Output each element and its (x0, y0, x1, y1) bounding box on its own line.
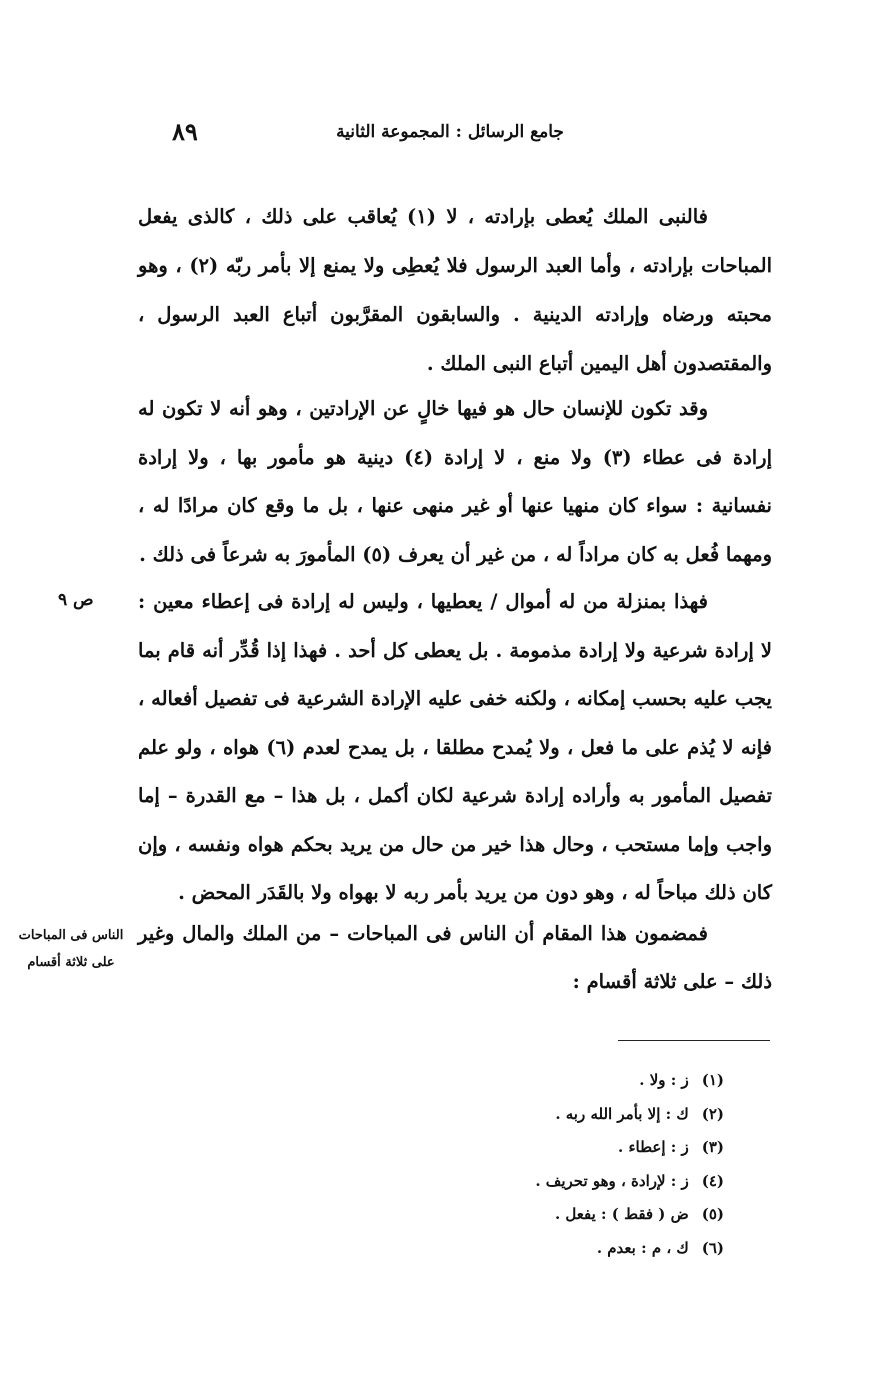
footnote-number: (٦) (701, 1238, 724, 1257)
footnote-divider (618, 1040, 770, 1041)
paragraph-3 (138, 578, 772, 918)
paragraph-4-text: فمضمون هذا المقام أن الناس فى المباحات – من الملك والمال وغير ذلك – على ثلاثة أقسام : (138, 922, 772, 993)
paragraph-3-text: فهذا بمنزلة من له أموال / يعطيها ، وليس له إرادة فى إعطاء معين : لا إرادة شرعية ولا إرادة مذمومة . بل يعطى كل أحد . فهذا إذا قُدِّر أنه قام بما يجب عليه بحسب إمكانه ، ولكنه خفى عليه الإرادة الشرعية فى تفصيل أفعاله ، فإنه لا يُذم على ما فعل ، ولا يُمدح مطلقا ، بل يمدح لعدم (٦) هواه ، ولو علم تفصيل المأمور به وأراده إرادة شرعية لكان أكمل ، بل هذا – مع القدرة – إما واجب وإما مستحب ، وحال هذا خير من حال من يريد بحكم هواه ونفسه ، وإن كان ذلك مباحاً له ، وهو دون من يريد بأمر ربه لا بهواه ولا بالقَدَر المحض . (138, 590, 772, 904)
footnote-3 (380, 1131, 724, 1165)
footnote-5 (380, 1198, 724, 1232)
margin-note (18, 922, 124, 976)
footnote-2 (380, 1098, 724, 1132)
margin-note-line-1: الناس فى المباحات (18, 928, 124, 943)
footnote-1 (380, 1064, 724, 1098)
paragraph-2 (138, 385, 772, 579)
footnote-number: (٥) (701, 1205, 724, 1223)
page-number: ٨٩ (172, 117, 198, 146)
footnote-text: ز : ولا . (639, 1071, 689, 1089)
footnote-text: ك : إلا بأمر الله ربه . (555, 1104, 689, 1123)
footnotes (380, 1064, 724, 1265)
paragraph-2-text: وقد تكون للإنسان حال هو فيها خالٍ عن الإرادتين ، وهو أنه لا تكون له إرادة فى عطاء (٣) ولا منع ، لا إرادة (٤) دينية هو مأمور بها ، ولا إرادة نفسانية : سواء كان منهيا عنها أو غير منهى عنها ، بل ما وقع كان مرادًا له ، ومهما فُعل به كان مراداً له ، من غير أن يعرف (٥) المأمورَ به شرعاً فى ذلك . (138, 397, 773, 566)
footnote-text: ك ، م : بعدم . (596, 1238, 689, 1257)
running-header-title: جامع الرسائل : المجموعة الثانية (336, 122, 564, 142)
footnote-number: (٢) (701, 1104, 724, 1123)
footnote-number: (٤) (701, 1171, 724, 1190)
paragraph-1-text: فالنبى الملك يُعطى بإرادته ، لا (١) يُعاقب على ذلك ، كالذى يفعل المباحات بإرادته ، وأما العبد الرسول فلا يُعطِى ولا يمنع إلا بأمر ربّه (٢) ، وهو محبته ورضاه وإرادته الدينية . والسابقون المقرَّبون أتباع العبد الرسول ، والمقتصدون أهل اليمين أتباع النبى الملك . (138, 205, 772, 375)
paragraph-1 (138, 192, 772, 388)
footnote-text: ز : لإرادة ، وهو تحريف . (535, 1171, 689, 1190)
footnote-number: (٣) (701, 1138, 724, 1156)
footnote-6 (380, 1232, 724, 1266)
footnote-number: (١) (701, 1071, 724, 1089)
margin-page-reference: ص ٩ (58, 590, 94, 610)
footnote-4 (380, 1165, 724, 1199)
margin-note-line-2: على ثلاثة أقسام (27, 955, 115, 970)
paragraph-4 (138, 910, 772, 1006)
footnote-text: ض ( فقط ) : يفعل . (554, 1205, 689, 1223)
footnote-text: ز : إعطاء . (618, 1138, 689, 1156)
